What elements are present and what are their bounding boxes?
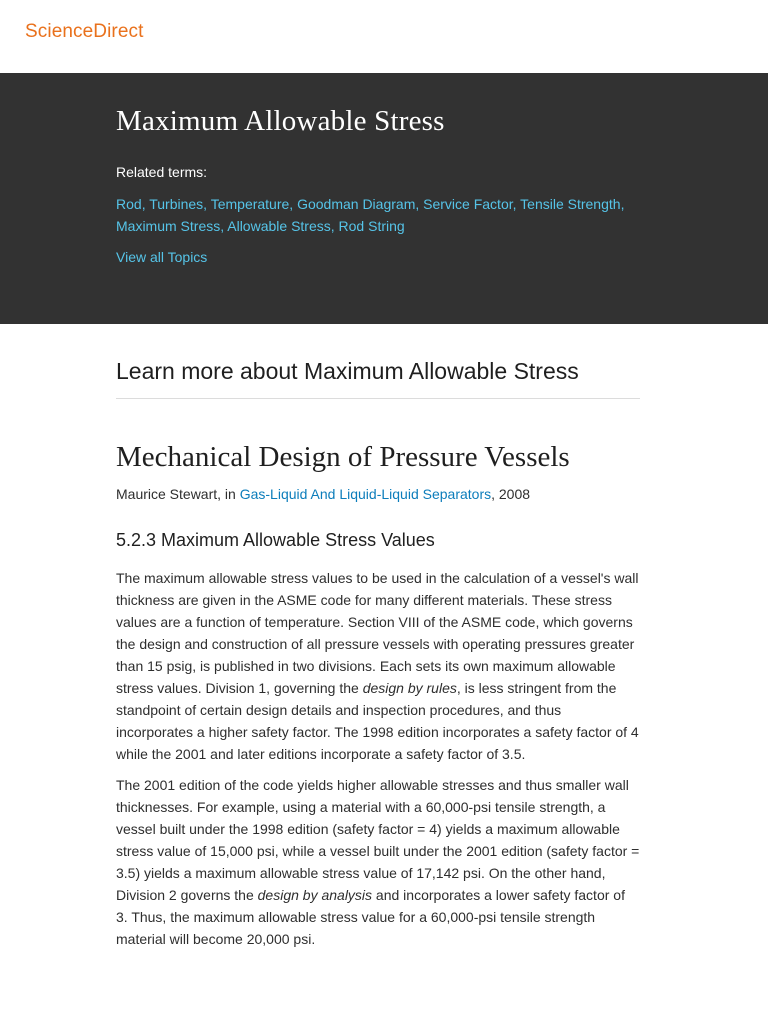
author-text: Maurice Stewart, in <box>116 486 240 502</box>
related-terms-label: Related terms: <box>116 164 208 180</box>
view-all-topics-link[interactable]: View all Topics <box>116 249 208 265</box>
related-term-link[interactable]: Service Factor <box>423 196 513 212</box>
chapter-excerpt <box>116 441 640 950</box>
topic-title: Maximum Allowable Stress <box>116 105 445 137</box>
section-heading: 5.2.3 Maximum Allowable Stress Values <box>116 530 435 550</box>
related-term-link[interactable]: Rod String <box>338 218 405 234</box>
source-book-link[interactable]: Gas-Liquid And Liquid-Liquid Separators <box>239 486 492 502</box>
related-term-link[interactable]: Goodman Diagram <box>297 196 416 212</box>
related-term-link[interactable]: Rod <box>116 196 142 212</box>
related-term-link[interactable]: Tensile Strength <box>520 196 621 212</box>
body-paragraph: The 2001 edition of the code yields higher allowable stresses and thus smaller wall thicknesses. For example, using a material with a 60,000-psi tensile strength, a vessel built under the 1998 edition (safety factor = 4) yields a maximum allowable stress value of 15,000 psi, while a vessel built under the 2001 edition (safety factor = 3.5) yields a maximum allowable stress value of 17,142 psi. On the other hand, Division 2 governs the design by analysis and incorporates a lower safety factor of 3. Thus, the maximum allowable stress value for a 60,000-psi tensile strength material will become 20,000 psi. <box>116 777 640 947</box>
main-content <box>0 358 640 950</box>
related-term-link[interactable]: Turbines <box>149 196 204 212</box>
publication-year: , 2008 <box>491 486 531 502</box>
learn-more-heading: Learn more about Maximum Allowable Stress <box>116 358 640 399</box>
chapter-byline <box>116 486 640 502</box>
emphasis-text: design by rules <box>362 680 457 696</box>
topic-hero <box>0 73 768 324</box>
related-term-link[interactable]: Maximum Stress <box>116 218 221 234</box>
emphasis-text: design by analysis <box>257 887 373 903</box>
body-paragraph: The maximum allowable stress values to be used in the calculation of a vessel's wall thickness are given in the ASME code for many different materials. These stress values are a function of temperature. Section VIII of the ASME code, which governs the design and construction of all pressure vessels with operating pressures greater than 15 psig, is published in two divisions. Each sets its own maximum allowable stress values. Division 1, governing the design by rules, is less stringent from the standpoint of certain design details and inspection procedures, and thus incorporates a higher safety factor. The 1998 edition incorporates a safety factor of 4 while the 2001 and later editions incorporate a safety factor of 3.5. <box>116 570 639 762</box>
chapter-title[interactable]: Mechanical Design of Pressure Vessels <box>116 441 570 473</box>
related-term-link[interactable]: Temperature <box>210 196 290 212</box>
top-bar <box>0 0 768 73</box>
related-terms-list: Rod, Turbines, Temperature, Goodman Diagram, Service Factor, Tensile Strength, Maximum Stress, Allowable Stress, Rod String <box>116 196 625 234</box>
sciencedirect-logo[interactable]: ScienceDirect <box>25 21 144 42</box>
related-term-link[interactable]: Allowable Stress <box>227 218 331 234</box>
